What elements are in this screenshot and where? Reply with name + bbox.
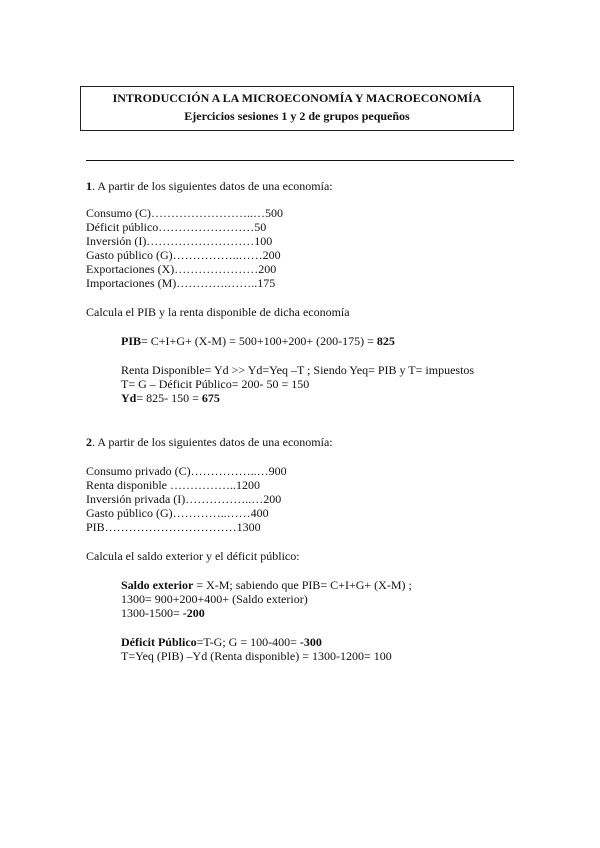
ex2-data-inversion: Inversión privada (I)……………..…200 (86, 492, 282, 506)
ex2-data-renta: Renta disponible ……………..1200 (86, 478, 260, 492)
ex2-deficit-line (121, 635, 322, 649)
ex2-saldo-line2: 1300= 900+200+400+ (Saldo exterior) (121, 592, 308, 606)
ex1-pib-formula: = C+I+G+ (X-M) = 500+100+200+ (200-175) = (141, 334, 377, 348)
ex2-saldo-label: Saldo exterior (121, 578, 194, 592)
exercise-1-intro-text: . A partir de los siguientes datos de una economía: (92, 179, 333, 193)
ex1-yd-result: 675 (201, 391, 220, 405)
ex1-pib-label: PIB (121, 334, 142, 348)
ex1-renta-line: Renta Disponible= Yd >> Yd=Yeq –T ; Siendo Yeq= PIB y T= impuestos (121, 363, 475, 377)
ex1-question: Calcula el PIB y la renta disponible de dicha economía (86, 305, 350, 319)
exercise-2-number: 2 (86, 435, 92, 449)
ex2-saldo-formula: = X-M; sabiendo que PIB= C+I+G+ (X-M) ; (193, 578, 412, 592)
ex2-deficit-formula: =T-G; G = 100-400= (196, 635, 300, 649)
ex2-question: Calcula el saldo exterior y el déficit público: (86, 549, 300, 563)
exercise-1-intro (86, 179, 333, 193)
ex1-data-exportaciones: Exportaciones (X)…………………200 (86, 262, 277, 276)
ex1-yd-formula: = 825- 150 = (136, 391, 202, 405)
document-subtitle: Ejercicios sesiones 1 y 2 de grupos pequeños (184, 109, 410, 123)
document-title: INTRODUCCIÓN A LA MICROECONOMÍA Y MACROECONOMÍA (112, 91, 482, 105)
ex1-yd-label: Yd (121, 391, 137, 405)
exercise-2-intro-text: . A partir de los siguientes datos de una economía: (92, 435, 333, 449)
exercise-1-number: 1 (86, 179, 92, 193)
ex1-pib-line (121, 334, 395, 348)
document-header-box (80, 86, 514, 131)
ex2-saldo-line3 (121, 606, 205, 620)
ex1-data-inversion: Inversión (I)………………………100 (86, 234, 273, 248)
ex1-data-importaciones: Importaciones (M)………….……..175 (86, 276, 276, 290)
horizontal-divider (86, 160, 514, 161)
ex2-deficit-label: Déficit Público (121, 635, 197, 649)
ex2-saldo-line (121, 578, 412, 592)
exercise-2-intro (86, 435, 333, 449)
ex1-yd-line (121, 391, 220, 405)
ex2-deficit-result: -300 (299, 635, 322, 649)
ex1-pib-result: 825 (376, 334, 395, 348)
ex2-data-gasto: Gasto público (G)…………..……400 (86, 506, 269, 520)
ex2-t-line: T=Yeq (PIB) –Yd (Renta disponible) = 1300-1200= 100 (121, 649, 392, 663)
ex2-saldo-result: -200 (182, 606, 205, 620)
ex1-data-consumo: Consumo (C)……………………..…500 (86, 206, 284, 220)
ex1-t-line: T= G – Déficit Público= 200- 50 = 150 (121, 377, 310, 391)
ex2-data-pib: PIB……………………………1300 (86, 520, 261, 534)
ex1-data-gasto: Gasto público (G)……………..……200 (86, 248, 281, 262)
ex2-data-consumo: Consumo privado (C)……………..…900 (86, 464, 287, 478)
ex1-data-deficit: Déficit público……………………50 (86, 220, 267, 234)
ex2-saldo-line3-text: 1300-1500= (121, 606, 183, 620)
